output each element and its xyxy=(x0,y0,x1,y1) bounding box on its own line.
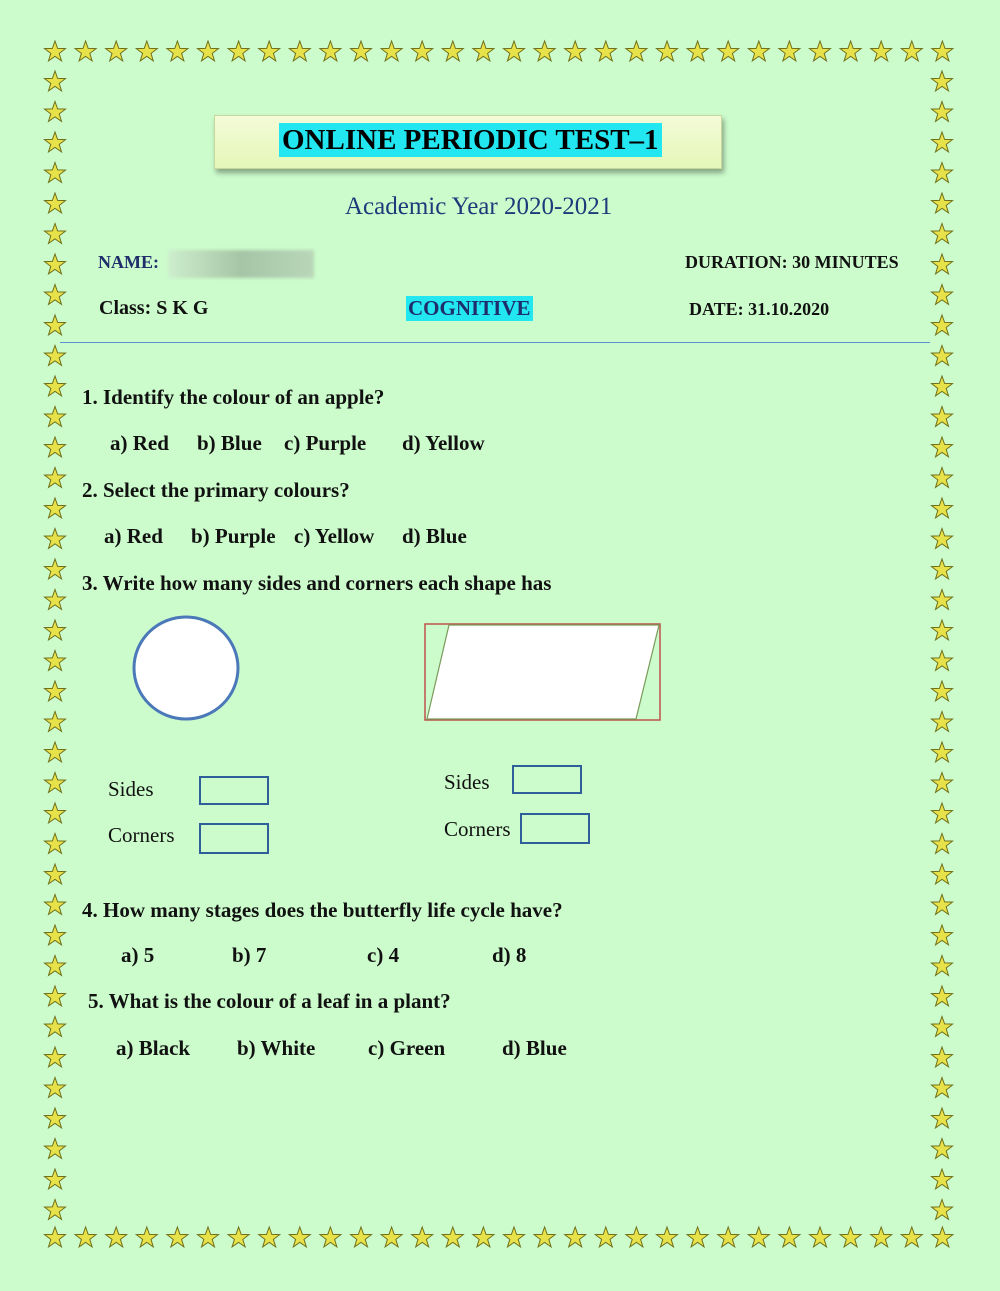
star-icon xyxy=(932,41,953,61)
star-icon xyxy=(45,1078,66,1098)
star-icon xyxy=(932,1078,953,1098)
star-icon xyxy=(289,41,310,61)
star-icon xyxy=(565,41,586,61)
parallelogram-shape xyxy=(424,623,662,722)
star-icon xyxy=(198,1227,219,1247)
star-icon xyxy=(106,1227,127,1247)
star-icon xyxy=(45,1227,66,1247)
star-icon xyxy=(932,315,953,335)
star-icon xyxy=(45,1017,66,1037)
star-icon xyxy=(932,925,953,945)
star-icon xyxy=(932,529,953,549)
q5-option-c[interactable]: c) Green xyxy=(368,1036,446,1060)
star-icon xyxy=(810,1227,831,1247)
star-icon xyxy=(320,41,341,61)
star-icon xyxy=(45,1139,66,1159)
star-icon xyxy=(45,681,66,701)
star-icon xyxy=(45,895,66,915)
star-icon xyxy=(932,498,953,518)
title-banner xyxy=(214,115,722,169)
q2-option-b[interactable]: b) Purple xyxy=(191,524,276,548)
star-icon xyxy=(534,41,555,61)
star-icon xyxy=(442,1227,463,1247)
star-icon xyxy=(657,1227,678,1247)
star-icon xyxy=(748,41,769,61)
star-icon xyxy=(840,1227,861,1247)
star-icon xyxy=(45,559,66,579)
parallelogram-sides-input[interactable] xyxy=(512,765,582,794)
star-icon xyxy=(167,1227,188,1247)
star-icon xyxy=(932,1227,953,1247)
star-icon xyxy=(595,1227,616,1247)
star-icon xyxy=(45,529,66,549)
star-icon xyxy=(45,620,66,640)
star-icon xyxy=(932,254,953,274)
star-icon xyxy=(595,41,616,61)
academic-year: Academic Year 2020-2021 xyxy=(345,193,613,220)
star-icon xyxy=(259,1227,280,1247)
star-icon xyxy=(932,559,953,579)
star-icon xyxy=(626,41,647,61)
star-icon xyxy=(779,1227,800,1247)
star-icon xyxy=(932,681,953,701)
parallelogram-sides-label: Sides xyxy=(444,770,490,794)
star-icon xyxy=(45,834,66,854)
circle-sides-input[interactable] xyxy=(199,776,269,805)
star-icon xyxy=(718,1227,739,1247)
star-icon xyxy=(381,41,402,61)
star-icon xyxy=(657,41,678,61)
star-icon xyxy=(45,315,66,335)
star-icon xyxy=(381,1227,402,1247)
star-icon xyxy=(106,41,127,61)
parallelogram-corners-label: Corners xyxy=(444,817,511,841)
star-icon xyxy=(871,1227,892,1247)
star-icon xyxy=(45,71,66,91)
star-icon xyxy=(45,407,66,427)
circle-corners-input[interactable] xyxy=(199,823,269,854)
star-icon xyxy=(45,712,66,732)
star-icon xyxy=(45,956,66,976)
star-icon xyxy=(932,803,953,823)
star-icon xyxy=(932,1200,953,1220)
star-icon xyxy=(810,41,831,61)
name-field-redacted xyxy=(168,250,314,278)
star-icon xyxy=(75,1227,96,1247)
star-icon xyxy=(932,742,953,762)
star-icon xyxy=(45,254,66,274)
star-icon xyxy=(136,41,157,61)
star-icon xyxy=(412,1227,433,1247)
star-icon xyxy=(473,41,494,61)
star-icon xyxy=(779,41,800,61)
star-icon xyxy=(45,864,66,884)
star-icon xyxy=(351,1227,372,1247)
star-icon xyxy=(901,41,922,61)
q5-option-d[interactable]: d) Blue xyxy=(502,1036,567,1060)
q1-option-c[interactable]: c) Purple xyxy=(284,431,367,455)
page-title: ONLINE PERIODIC TEST–1 xyxy=(279,123,662,157)
star-icon xyxy=(932,163,953,183)
star-icon xyxy=(565,1227,586,1247)
star-icon xyxy=(932,620,953,640)
question-3: 3. Write how many sides and corners each shape has xyxy=(82,571,552,595)
star-icon xyxy=(534,1227,555,1247)
question-1: 1. Identify the colour of an apple? xyxy=(82,385,385,409)
star-icon xyxy=(932,407,953,427)
star-icon xyxy=(45,132,66,152)
star-icon xyxy=(45,986,66,1006)
star-icon xyxy=(687,1227,708,1247)
star-icon xyxy=(289,1227,310,1247)
circle-corners-label: Corners xyxy=(108,823,175,847)
star-icon xyxy=(45,437,66,457)
circle-sides-label: Sides xyxy=(108,777,154,801)
q1-option-a[interactable]: a) Red xyxy=(110,431,169,455)
q2-option-d[interactable]: d) Blue xyxy=(402,524,467,548)
star-icon xyxy=(351,41,372,61)
star-icon xyxy=(932,1108,953,1128)
question-4: 4. How many stages does the butterfly life cycle have? xyxy=(82,898,563,922)
q5-option-b[interactable]: b) White xyxy=(237,1036,316,1060)
star-icon xyxy=(259,41,280,61)
q4-option-b[interactable]: b) 7 xyxy=(232,943,267,967)
star-icon xyxy=(45,41,66,61)
star-icon xyxy=(45,651,66,671)
star-icon xyxy=(45,468,66,488)
circle-shape xyxy=(128,612,244,724)
q5-option-a[interactable]: a) Black xyxy=(116,1036,191,1060)
star-icon xyxy=(45,773,66,793)
star-icon xyxy=(840,41,861,61)
star-icon xyxy=(45,925,66,945)
star-icon xyxy=(932,651,953,671)
star-icon xyxy=(198,41,219,61)
star-icon xyxy=(442,41,463,61)
q4-option-d[interactable]: d) 8 xyxy=(492,943,527,967)
star-icon xyxy=(932,346,953,366)
star-icon xyxy=(932,132,953,152)
star-icon xyxy=(75,41,96,61)
star-icon xyxy=(504,1227,525,1247)
star-icon xyxy=(932,193,953,213)
star-icon xyxy=(626,1227,647,1247)
star-icon xyxy=(871,41,892,61)
class-label: Class: S K G xyxy=(99,297,209,319)
parallelogram-corners-input[interactable] xyxy=(520,813,590,844)
star-icon xyxy=(45,1108,66,1128)
star-icon xyxy=(932,468,953,488)
star-icon xyxy=(932,834,953,854)
star-icon xyxy=(45,376,66,396)
star-icon xyxy=(228,41,249,61)
star-icon xyxy=(45,193,66,213)
star-icon xyxy=(687,41,708,61)
q4-option-c[interactable]: c) 4 xyxy=(367,943,400,967)
star-icon xyxy=(504,41,525,61)
star-icon xyxy=(932,71,953,91)
q2-option-a[interactable]: a) Red xyxy=(104,524,163,548)
star-icon xyxy=(228,1227,249,1247)
star-icon xyxy=(412,41,433,61)
star-icon xyxy=(901,1227,922,1247)
star-icon xyxy=(45,102,66,122)
q4-option-a[interactable]: a) 5 xyxy=(121,943,155,967)
star-icon xyxy=(932,437,953,457)
star-icon xyxy=(718,41,739,61)
star-icon xyxy=(932,712,953,732)
star-icon xyxy=(45,224,66,244)
star-icon xyxy=(320,1227,341,1247)
star-icon xyxy=(932,864,953,884)
star-icon xyxy=(45,163,66,183)
star-icon xyxy=(45,1200,66,1220)
star-icon xyxy=(932,1017,953,1037)
star-icon xyxy=(45,285,66,305)
star-icon xyxy=(932,102,953,122)
star-icon xyxy=(932,224,953,244)
q1-option-b[interactable]: b) Blue xyxy=(197,431,262,455)
q2-option-c[interactable]: c) Yellow xyxy=(294,524,375,548)
question-5: 5. What is the colour of a leaf in a plant? xyxy=(88,989,451,1013)
star-icon xyxy=(932,376,953,396)
star-icon xyxy=(932,1047,953,1067)
star-icon xyxy=(167,41,188,61)
star-icon xyxy=(932,1169,953,1189)
star-icon xyxy=(45,346,66,366)
header-divider xyxy=(60,342,930,343)
star-icon xyxy=(932,895,953,915)
star-icon xyxy=(45,1047,66,1067)
question-2: 2. Select the primary colours? xyxy=(82,478,350,502)
star-icon xyxy=(45,742,66,762)
q1-option-d[interactable]: d) Yellow xyxy=(402,431,485,455)
star-icon xyxy=(932,1139,953,1159)
star-icon xyxy=(932,956,953,976)
star-icon xyxy=(932,773,953,793)
star-icon xyxy=(136,1227,157,1247)
name-label: NAME: xyxy=(98,252,159,272)
star-icon xyxy=(45,590,66,610)
subject-label: COGNITIVE xyxy=(408,296,531,320)
star-icon xyxy=(473,1227,494,1247)
star-icon xyxy=(748,1227,769,1247)
duration-label: DURATION: 30 MINUTES xyxy=(685,252,899,272)
star-icon xyxy=(45,803,66,823)
star-icon xyxy=(932,590,953,610)
star-icon xyxy=(45,1169,66,1189)
star-icon xyxy=(45,498,66,518)
star-icon xyxy=(932,986,953,1006)
star-icon xyxy=(932,285,953,305)
date-label: DATE: 31.10.2020 xyxy=(689,299,830,319)
